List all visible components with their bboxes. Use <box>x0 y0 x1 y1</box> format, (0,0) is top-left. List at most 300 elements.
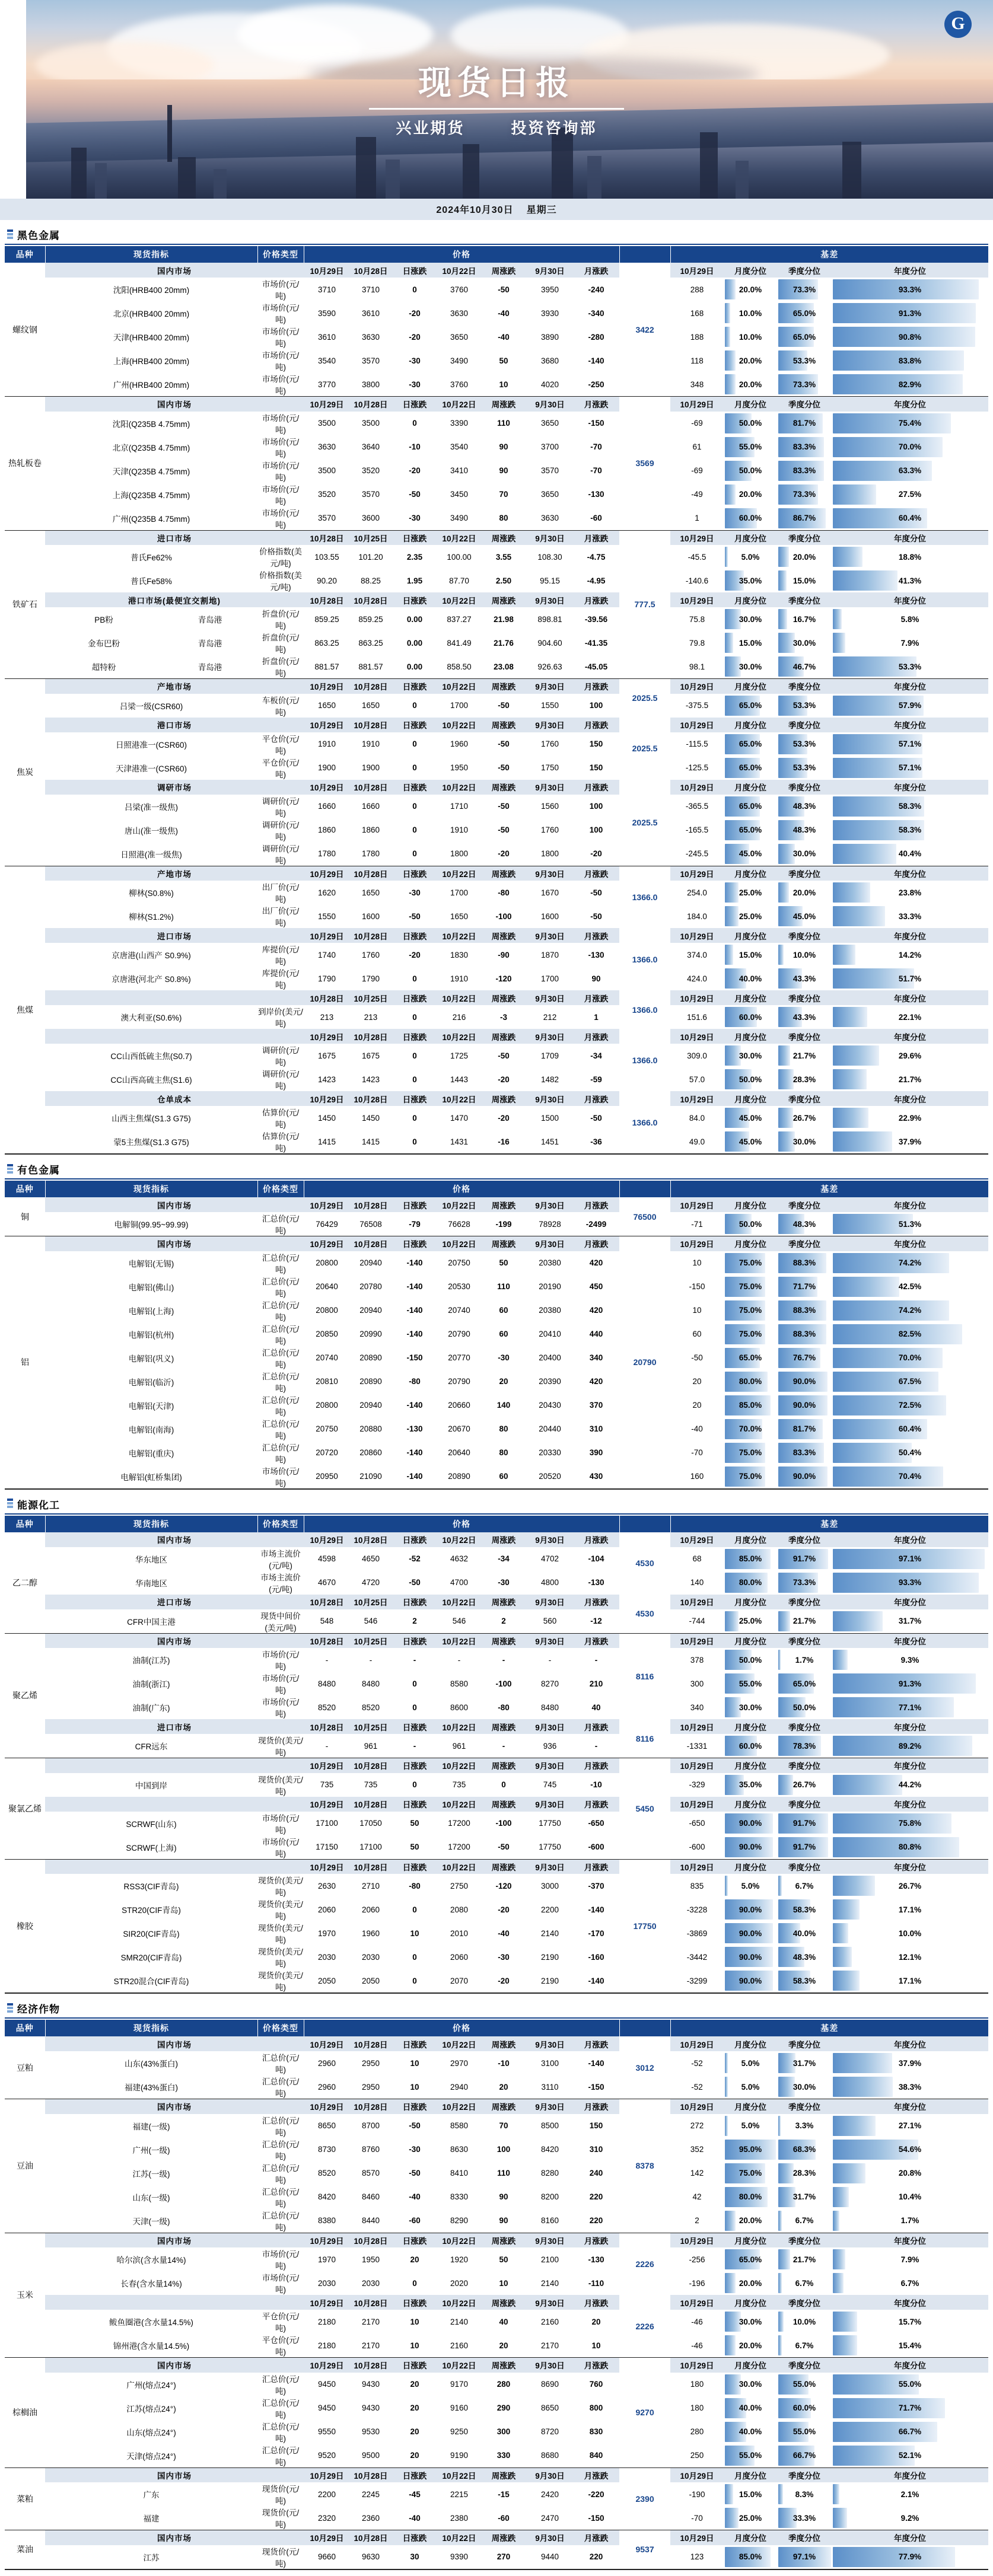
table-row <box>5 732 988 756</box>
basis-value-cell: -69 <box>670 459 724 483</box>
percentile-cell <box>777 1106 832 1130</box>
date-column-header: 月涨跌 <box>573 2358 619 2373</box>
date-column-header: 10月29日 <box>304 2233 350 2247</box>
change-value-cell: -20 <box>480 1969 527 1992</box>
basis-column-header: 月度分位 <box>724 679 777 694</box>
percentile-cell <box>832 1648 988 1672</box>
date-column-header: 10月29日 <box>304 2036 350 2051</box>
date-column-header: 10月22日 <box>438 990 480 1005</box>
percentile-cell <box>777 1812 832 1835</box>
market-subheader-row <box>5 2530 988 2545</box>
basis-column-header: 年度分位 <box>832 866 988 881</box>
section-header <box>5 1999 988 2019</box>
percentile-value: 30.0% <box>739 2380 762 2389</box>
percentile-bar <box>833 1007 867 1027</box>
percentile-value: 18.8% <box>898 552 922 562</box>
price-value-cell: 2030 <box>304 2271 350 2295</box>
percentile-value: 54.6% <box>898 2145 922 2154</box>
col-price-group: 价格 <box>304 246 619 263</box>
percentile-value: 31.7% <box>793 2192 816 2201</box>
percentile-cell <box>777 655 832 679</box>
price-value-cell: 20190 <box>527 1275 573 1299</box>
basis-column-header: 季度分位 <box>777 1859 832 1874</box>
percentile-cell <box>832 732 988 756</box>
basis-column-header: 季度分位 <box>777 1595 832 1609</box>
percentile-cell <box>724 1465 777 1488</box>
section-bullet-icon <box>7 1499 13 1509</box>
percentile-cell <box>832 2396 988 2420</box>
date-column-header: 10月25日 <box>350 1719 392 1734</box>
basis-value-cell: -3442 <box>670 1945 724 1969</box>
spot-indicator-cell: 天津(Q235B 4.75mm) <box>45 459 257 483</box>
date-column-header: 10月28日 <box>304 990 350 1005</box>
report-section <box>0 225 993 1155</box>
percentile-bar <box>833 2508 847 2528</box>
percentile-bar <box>778 882 789 903</box>
percentile-cell <box>724 1969 777 1992</box>
price-value-cell: 20520 <box>527 1465 573 1488</box>
change-value-cell: -10 <box>392 435 438 459</box>
percentile-cell <box>832 1394 988 1417</box>
percentile-bar <box>778 547 789 567</box>
change-value-cell: -70 <box>573 459 619 483</box>
change-value-cell: 100 <box>480 2138 527 2161</box>
percentile-value: 78.3% <box>793 1741 816 1751</box>
basis-value-cell: 1 <box>670 506 724 531</box>
price-value-cell: 546 <box>350 1609 392 1634</box>
price-value-cell: - <box>350 1648 392 1672</box>
price-type-cell: 现货中间价(美元/吨) <box>257 1609 304 1634</box>
basis-column-header: 10月29日 <box>670 1595 724 1609</box>
percentile-cell <box>777 904 832 928</box>
table-row <box>5 483 988 506</box>
percentile-value: 70.0% <box>898 442 922 451</box>
price-type-cell: 汇总价(元/吨) <box>257 1417 304 1441</box>
percentile-value: 55.0% <box>739 1679 762 1688</box>
basis-column-header: 季度分位 <box>777 2099 832 2114</box>
change-value-cell: -130 <box>573 483 619 506</box>
price-type-cell: 现货价(美元/吨) <box>257 1969 304 1992</box>
spot-indicator-cell: 电解铝(杭州) <box>45 1322 257 1346</box>
change-value-cell: 150 <box>573 2114 619 2138</box>
basis-column-header: 10月29日 <box>670 780 724 795</box>
basis-column-header: 季度分位 <box>777 2233 832 2247</box>
company-name: 兴业期货 <box>396 119 465 137</box>
change-value-cell: -150 <box>392 1346 438 1370</box>
basis-value-cell: -650 <box>670 1812 724 1835</box>
hero-banner <box>0 0 993 199</box>
building-shape <box>214 169 227 199</box>
change-value-cell: -30 <box>480 1571 527 1595</box>
change-value-cell: - <box>392 1648 438 1672</box>
basis-column-header: 月度分位 <box>724 1029 777 1044</box>
percentile-value: 31.7% <box>793 2058 816 2068</box>
basis-column-header: 年度分位 <box>832 2467 988 2482</box>
price-value-cell: 8420 <box>527 2138 573 2161</box>
date-column-header: 日涨跌 <box>392 679 438 694</box>
percentile-cell <box>832 631 988 655</box>
percentile-cell <box>832 2075 988 2099</box>
price-value-cell: 859.25 <box>304 607 350 631</box>
change-value-cell: -20 <box>392 325 438 349</box>
percentile-bar <box>778 1775 793 1795</box>
percentile-cell <box>777 1394 832 1417</box>
percentile-value: 22.9% <box>898 1113 922 1123</box>
price-value-cell: 2190 <box>527 1945 573 1969</box>
percentile-value: 20.0% <box>739 380 762 389</box>
percentile-cell <box>724 756 777 780</box>
percentile-cell <box>832 506 988 531</box>
date-column-header: 月涨跌 <box>573 1719 619 1734</box>
date-column-header: 日涨跌 <box>392 592 438 607</box>
percentile-value: 30.0% <box>739 614 762 624</box>
price-value-cell: 20790 <box>438 1322 480 1346</box>
percentile-cell <box>724 1130 777 1153</box>
percentile-value: 70.4% <box>898 1472 922 1481</box>
price-value-cell: 2950 <box>350 2051 392 2075</box>
report-weekday: 星期三 <box>526 205 557 215</box>
percentile-cell <box>777 1370 832 1394</box>
date-column-header: 9月30日 <box>527 263 573 278</box>
date-column-header: 10月22日 <box>438 2530 480 2545</box>
basis-column-header: 月度分位 <box>724 866 777 881</box>
price-value-cell: 1560 <box>527 795 573 818</box>
change-value-cell: 0 <box>392 732 438 756</box>
price-value-cell: 1482 <box>527 1067 573 1091</box>
date-column-header: 日涨跌 <box>392 1532 438 1547</box>
price-value-cell: 1760 <box>527 732 573 756</box>
percentile-cell <box>777 2185 832 2209</box>
price-value-cell: 2950 <box>350 2075 392 2099</box>
price-type-cell: 市场价(元/吨) <box>257 301 304 325</box>
building-shape <box>178 157 196 199</box>
basis-value-cell: 184.0 <box>670 904 724 928</box>
price-value-cell: 20890 <box>350 1346 392 1370</box>
table-row <box>5 1044 988 1067</box>
date-column-header: 10月28日 <box>350 2295 392 2310</box>
percentile-value: 68.3% <box>793 2145 816 2154</box>
date-column-header: 周涨跌 <box>480 679 527 694</box>
percentile-value: 58.3% <box>793 1976 816 1985</box>
price-value-cell: 3630 <box>438 301 480 325</box>
percentile-cell <box>777 1547 832 1571</box>
percentile-cell <box>724 1441 777 1465</box>
date-column-header: 10月22日 <box>438 530 480 545</box>
basis-value-cell: 151.6 <box>670 1005 724 1029</box>
price-value-cell: 8580 <box>438 2114 480 2138</box>
percentile-value: 50.0% <box>793 1703 816 1712</box>
price-type-cell: 估算价(元/吨) <box>257 1130 304 1153</box>
percentile-bar <box>833 1395 946 1415</box>
basis-column-header: 季度分位 <box>777 263 832 278</box>
price-value-cell: 8630 <box>438 2138 480 2161</box>
percentile-value: 53.3% <box>793 701 816 710</box>
change-value-cell: 0 <box>392 278 438 301</box>
percentile-cell <box>777 2209 832 2233</box>
table-row <box>5 569 988 592</box>
percentile-cell <box>724 1571 777 1595</box>
percentile-cell <box>724 2420 777 2444</box>
percentile-cell <box>724 1346 777 1370</box>
price-value-cell: 17050 <box>350 1812 392 1835</box>
percentile-value: 55.0% <box>793 2427 816 2436</box>
percentile-value: 75.0% <box>739 1306 762 1315</box>
date-column-header: 10月28日 <box>304 1719 350 1734</box>
date-column-header: 月涨跌 <box>573 592 619 607</box>
basis-column-header: 月度分位 <box>724 1797 777 1812</box>
variety-name-cell: 铁矿石 <box>5 530 45 679</box>
change-value-cell: 10 <box>392 2310 438 2333</box>
price-value-cell: 2100 <box>527 2247 573 2271</box>
change-value-cell: -80 <box>480 1695 527 1719</box>
spot-indicator-cell: RSS3(CIF青岛) <box>45 1874 257 1898</box>
price-value-cell: 20530 <box>438 1275 480 1299</box>
basis-column-header: 10月29日 <box>670 592 724 607</box>
spot-indicator-cell: 电解铝(南海) <box>45 1417 257 1441</box>
percentile-value: 90.8% <box>898 332 922 342</box>
percentile-value: 15.7% <box>898 2317 922 2326</box>
date-column-header: 10月22日 <box>438 1532 480 1547</box>
table-row <box>5 1067 988 1091</box>
table-row <box>5 349 988 372</box>
change-value-cell: -120 <box>480 1874 527 1898</box>
basis-value-cell: -46 <box>670 2310 724 2333</box>
price-value-cell: 3700 <box>527 435 573 459</box>
percentile-cell <box>832 2444 988 2468</box>
basis-value-cell: 140 <box>670 1571 724 1595</box>
price-value-cell: 3450 <box>438 483 480 506</box>
percentile-cell <box>832 1106 988 1130</box>
market-label <box>45 1758 304 1773</box>
change-value-cell: -20 <box>480 1106 527 1130</box>
date-column-header: 周涨跌 <box>480 2530 527 2545</box>
basis-value-cell: 61 <box>670 435 724 459</box>
table-row <box>5 1874 988 1898</box>
percentile-bar <box>725 2273 736 2293</box>
percentile-bar <box>725 1611 739 1631</box>
basis-column-header: 月度分位 <box>724 2467 777 2482</box>
spot-indicator-cell: 金布巴粉 <box>45 631 163 655</box>
market-subheader-row <box>5 1091 988 1106</box>
percentile-cell <box>832 1812 988 1835</box>
basis-value-cell: 160 <box>670 1465 724 1488</box>
change-value-cell: 10 <box>392 2333 438 2358</box>
basis-value-cell: 75.8 <box>670 607 724 631</box>
percentile-cell <box>832 435 988 459</box>
price-value-cell: 2050 <box>304 1969 350 1992</box>
price-value-cell: 8650 <box>304 2114 350 2138</box>
percentile-cell <box>777 795 832 818</box>
change-value-cell: -50 <box>573 1106 619 1130</box>
price-value-cell: 1950 <box>438 756 480 780</box>
price-value-cell: 3570 <box>304 506 350 531</box>
percentile-cell <box>777 2545 832 2569</box>
percentile-value: 33.3% <box>793 2513 816 2523</box>
percentile-bar <box>778 2484 783 2504</box>
price-type-cell: 市场价(元/吨) <box>257 2247 304 2271</box>
price-value-cell: 1740 <box>304 943 350 967</box>
change-value-cell: 420 <box>573 1251 619 1275</box>
change-value-cell: 20 <box>392 2247 438 2271</box>
date-column-header: 月涨跌 <box>573 397 619 412</box>
date-column-header: 10月25日 <box>350 530 392 545</box>
report-section <box>0 1495 993 1994</box>
spot-indicator-cell: 上海(Q235B 4.75mm) <box>45 483 257 506</box>
change-value-cell: -50 <box>392 2114 438 2138</box>
percentile-value: 80.0% <box>739 1578 762 1587</box>
market-label: 国内市场 <box>45 2358 304 2373</box>
percentile-bar <box>725 2312 741 2332</box>
price-value-cell: 1800 <box>438 842 480 866</box>
price-value-cell: 9530 <box>350 2420 392 2444</box>
market-subheader-row <box>5 866 988 881</box>
price-value-cell: 78928 <box>527 1212 573 1236</box>
percentile-bar <box>833 1971 860 1991</box>
price-value-cell: 2060 <box>304 1898 350 1921</box>
percentile-value: 65.0% <box>739 763 762 772</box>
market-subheader-row <box>5 928 988 943</box>
basis-value-cell: -329 <box>670 1773 724 1797</box>
percentile-cell <box>777 2373 832 2396</box>
basis-column-header: 季度分位 <box>777 2036 832 2051</box>
basis-column-header: 10月29日 <box>670 718 724 732</box>
change-value-cell: -52 <box>392 1547 438 1571</box>
basis-column-header: 10月29日 <box>670 2530 724 2545</box>
percentile-cell <box>724 2444 777 2468</box>
percentile-value: 30.0% <box>739 1051 762 1060</box>
percentile-value: 60.0% <box>793 2403 816 2412</box>
percentile-value: 67.5% <box>898 1377 922 1386</box>
change-value-cell: -36 <box>573 1130 619 1153</box>
basis-column-header: 季度分位 <box>777 2467 832 2482</box>
futures-price-cell: 8116 <box>619 1633 670 1719</box>
date-column-header: 10月29日 <box>304 866 350 881</box>
percentile-value: 81.7% <box>793 1424 816 1433</box>
percentile-value: 82.9% <box>898 380 922 389</box>
price-value-cell: 1970 <box>304 2247 350 2271</box>
date-column-header: 10月28日 <box>350 592 392 607</box>
price-value-cell: 1910 <box>350 732 392 756</box>
price-value-cell: 20800 <box>304 1394 350 1417</box>
percentile-bar <box>725 633 733 653</box>
basis-column-header: 年度分位 <box>832 1091 988 1106</box>
change-value-cell: -45.05 <box>573 655 619 679</box>
price-value-cell: 4020 <box>527 372 573 397</box>
percentile-cell <box>724 1695 777 1719</box>
percentile-cell <box>777 278 832 301</box>
date-column-header: 10月28日 <box>350 780 392 795</box>
percentile-bar <box>778 1131 795 1152</box>
date-column-header: 10月22日 <box>438 2467 480 2482</box>
percentile-value: 48.3% <box>793 825 816 834</box>
price-value-cell: 20720 <box>304 1441 350 1465</box>
percentile-cell <box>832 1921 988 1945</box>
price-type-cell: 现货价(元/吨) <box>257 2482 304 2506</box>
change-value-cell: -30 <box>480 1346 527 1370</box>
change-value-cell: -60 <box>480 2506 527 2530</box>
col-basis-group: 基差 <box>670 2020 988 2036</box>
market-subheader-row <box>5 1797 988 1812</box>
price-value-cell: 1910 <box>438 967 480 990</box>
price-value-cell: 20740 <box>438 1299 480 1322</box>
price-value-cell: 2420 <box>527 2482 573 2506</box>
change-value-cell: 20 <box>480 2075 527 2099</box>
percentile-value: 57.1% <box>898 763 922 772</box>
price-value-cell: 841.49 <box>438 631 480 655</box>
date-column-header: 日涨跌 <box>392 780 438 795</box>
percentile-bar <box>833 1131 892 1152</box>
price-value-cell: 3500 <box>304 412 350 435</box>
price-value-cell: 2030 <box>304 1945 350 1969</box>
percentile-bar <box>725 2077 728 2097</box>
basis-column-header: 月度分位 <box>724 1197 777 1212</box>
change-value-cell: -34 <box>480 1547 527 1571</box>
price-value-cell: 3500 <box>350 412 392 435</box>
percentile-cell <box>724 1812 777 1835</box>
change-value-cell: 0 <box>392 1005 438 1029</box>
price-type-cell: 汇总价(元/吨) <box>257 2373 304 2396</box>
table-row <box>5 1547 988 1571</box>
basis-column-header: 月度分位 <box>724 1633 777 1648</box>
percentile-cell <box>777 2247 832 2271</box>
percentile-cell <box>832 349 988 372</box>
percentile-cell <box>777 732 832 756</box>
market-label: 国内市场 <box>45 2036 304 2051</box>
change-value-cell: -50 <box>480 732 527 756</box>
basis-column-header: 10月29日 <box>670 928 724 943</box>
department-name: 投资咨询部 <box>511 119 597 137</box>
price-type-cell: 市场价(元/吨) <box>257 1465 304 1488</box>
basis-column-header: 10月29日 <box>670 2295 724 2310</box>
percentile-value: 21.7% <box>793 1617 816 1625</box>
price-value-cell: 1760 <box>350 943 392 967</box>
spot-indicator-cell: 福建(一级) <box>45 2114 257 2138</box>
price-value-cell: 20660 <box>438 1394 480 1417</box>
spot-indicator-cell: 澳大利亚(S0.6%) <box>45 1005 257 1029</box>
price-value-cell: 3650 <box>438 325 480 349</box>
percentile-bar <box>778 945 784 965</box>
table-row <box>5 2075 988 2099</box>
basis-value-cell: -365.5 <box>670 795 724 818</box>
date-column-header: 9月30日 <box>527 1859 573 1874</box>
price-value-cell: 1550 <box>304 904 350 928</box>
price-value-cell: 20860 <box>350 1441 392 1465</box>
futures-price-cell: 1366.0 <box>619 928 670 990</box>
percentile-value: 85.0% <box>739 1401 762 1410</box>
variety-name-cell: 乙二醇 <box>5 1532 45 1634</box>
date-column-header: 10月28日 <box>350 1236 392 1251</box>
percentile-cell <box>777 1441 832 1465</box>
price-type-cell: 平仓价(元/吨) <box>257 2310 304 2333</box>
basis-column-header: 月度分位 <box>724 2530 777 2545</box>
percentile-value: 80.8% <box>898 1842 922 1851</box>
percentile-cell <box>777 545 832 569</box>
price-type-cell: 汇总价(元/吨) <box>257 2138 304 2161</box>
date-column-header: 10月22日 <box>438 1236 480 1251</box>
section-bottom-rule <box>5 1488 988 1490</box>
date-column-header: 周涨跌 <box>480 1236 527 1251</box>
percentile-cell <box>724 818 777 842</box>
percentile-cell <box>777 372 832 397</box>
market-label: 港口市场(最便宜交割地) <box>45 592 304 607</box>
table-row <box>5 756 988 780</box>
price-value-cell: 3570 <box>350 349 392 372</box>
change-value-cell: 0 <box>392 1106 438 1130</box>
percentile-value: 20.0% <box>739 2341 762 2350</box>
percentile-value: 70.0% <box>739 1424 762 1433</box>
market-label: 国内市场 <box>45 2467 304 2482</box>
percentile-value: 90.0% <box>739 1928 762 1938</box>
